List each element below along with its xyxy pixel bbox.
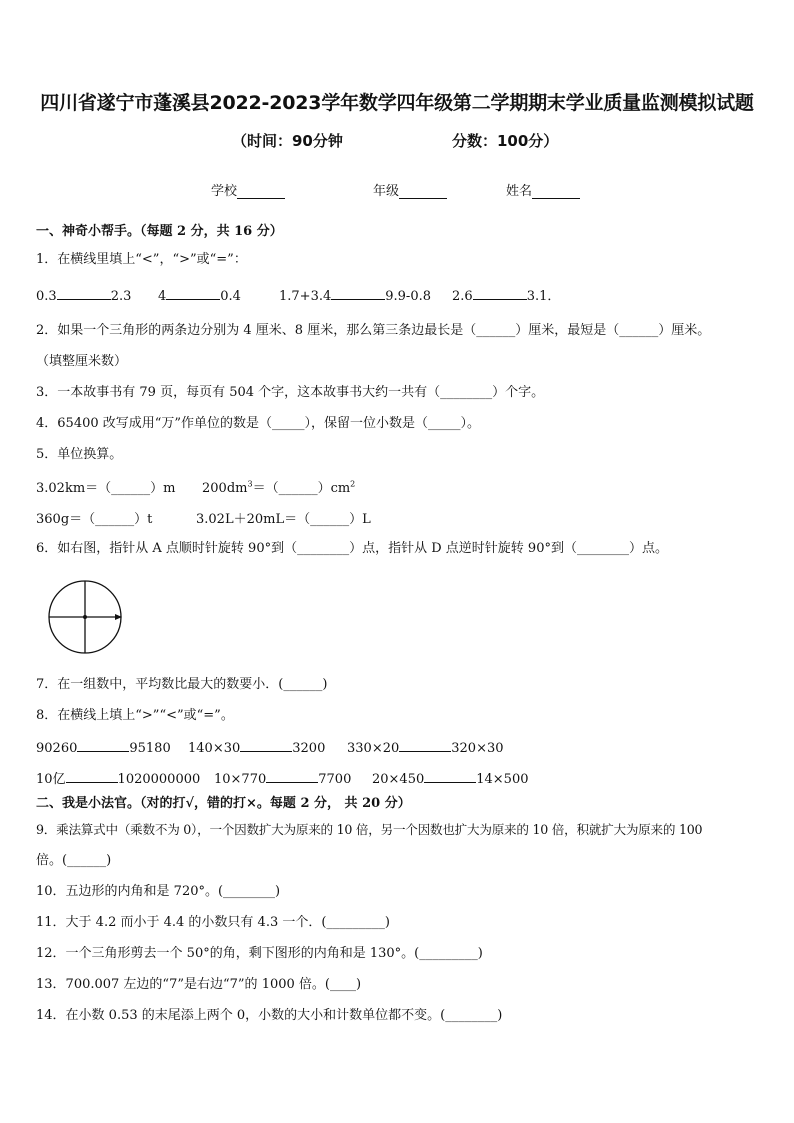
question-10: 10．五边形的内角和是 720°。(________)	[36, 884, 281, 899]
q1-item-4: 2.6 3.1．	[452, 285, 560, 304]
q8-item-4: 10亿 1020000000	[36, 768, 200, 787]
q8-blank-6[interactable]	[424, 768, 476, 783]
exam-subtitle	[0, 130, 794, 152]
section2-heading: 二、我是小法官。（对的打√，错的打×。每题 2 分， 共 20 分）	[36, 796, 411, 811]
q1-item-3: 1.7+3.4 9.9-0.8	[279, 285, 431, 304]
name-field	[506, 180, 580, 199]
school-blank[interactable]	[237, 184, 285, 199]
q8-item-6: 20×450 14×500	[372, 768, 529, 787]
name-label: 姓名	[506, 184, 533, 199]
q1-item-2: 4 0.4	[158, 285, 241, 304]
question-14: 14．在小数 0.53 的末尾添上两个 0，小数的大小和计数单位都不变。(________)	[36, 1008, 503, 1023]
q5-item-4: 3.02L＋20mL＝（______）L	[196, 512, 371, 527]
q1-blank-3[interactable]	[331, 285, 385, 300]
q8-row-2	[36, 768, 776, 788]
question-1: 1．在横线里填上“<”，“>”或“=”：	[36, 252, 247, 267]
q1-item-1: 0.3 2.3	[36, 285, 131, 304]
q1-blank-4[interactable]	[473, 285, 527, 300]
question-12: 12．一个三角形剪去一个 50°的角，剩下图形的内角和是 130°。(_________)	[36, 946, 483, 961]
q1-blank-1[interactable]	[57, 285, 111, 300]
school-field	[211, 180, 285, 199]
score-label: 分数：100分）	[452, 132, 559, 150]
grade-label: 年级	[373, 184, 400, 199]
q8-blank-5[interactable]	[266, 768, 318, 783]
q8-blank-4[interactable]	[66, 768, 118, 783]
question-7: 7．在一组数中，平均数比最大的数要小．(______)	[36, 677, 328, 692]
q5-row-2	[36, 508, 776, 528]
q8-blank-2[interactable]	[240, 737, 292, 752]
clock-dial-figure	[34, 566, 144, 666]
question-2-note: （填整厘米数）	[36, 354, 128, 369]
q8-item-3: 330×20 320×30	[347, 737, 504, 756]
q5-item-1: 3.02km＝（______）m	[36, 481, 176, 496]
question-6: 6．如右图，指针从 A 点顺时针旋转 90°到（________）点，指针从 D 点逆时针旋转 90°到（________）点。	[36, 541, 668, 556]
grade-field	[373, 180, 447, 199]
page-title: 四川省遂宁市蓬溪县2022-2023学年数学四年级第二学期期末学业质量监测模拟试题	[40, 92, 754, 114]
q8-item-1: 90260 95180	[36, 737, 171, 756]
question-13: 13．700.007 左边的“7”是右边“7”的 1000 倍。(____)	[36, 977, 362, 992]
grade-blank[interactable]	[399, 184, 447, 199]
time-label: （时间：90分钟	[232, 132, 343, 150]
dial-center	[83, 615, 87, 619]
section1-heading: 一、神奇小帮手。（每题 2 分，共 16 分）	[36, 224, 283, 239]
q5-item-2: $200dm^3=(\_\_\_\_\_\_)cm^2$	[202, 479, 356, 496]
question-9-cont: 倍。(______)	[36, 853, 112, 868]
question-5: 5．单位换算。	[36, 447, 123, 462]
name-blank[interactable]	[532, 184, 580, 199]
q8-blank-1[interactable]	[77, 737, 129, 752]
question-11: 11．大于 4.2 而小于 4.4 的小数只有 4.3 一个．(_________)	[36, 915, 391, 930]
question-2: 2．如果一个三角形的两条边分别为 4 厘米、8 厘米，那么第三条边最长是（______）厘米，最短是（______）厘米。	[36, 323, 711, 338]
q8-item-5: 10×770 7700	[214, 768, 351, 787]
q8-row-1	[36, 737, 776, 757]
q5-item-3: 360g＝（______）t	[36, 512, 153, 527]
school-label: 学校	[211, 184, 238, 199]
student-info	[0, 180, 794, 200]
q1-items	[36, 285, 776, 305]
question-3: 3．一本故事书有 79 页，每页有 504 个字，这本故事书大约一共有（________）个字。	[36, 385, 545, 400]
q8-blank-3[interactable]	[399, 737, 451, 752]
q5-row-1	[36, 477, 776, 497]
question-8: 8．在横线上填上“>”“<”或“=”。	[36, 708, 234, 723]
question-9: 9．乘法算式中（乘数不为 0），一个因数扩大为原来的 10 倍，另一个因数也扩大为原来的 10 倍，积就扩大为原来的 100	[36, 822, 703, 837]
question-4: 4．65400 改写成用“万”作单位的数是（_____），保留一位小数是（_____）。	[36, 416, 481, 431]
q1-blank-2[interactable]	[166, 285, 220, 300]
q8-item-2: 140×30 3200	[188, 737, 325, 756]
